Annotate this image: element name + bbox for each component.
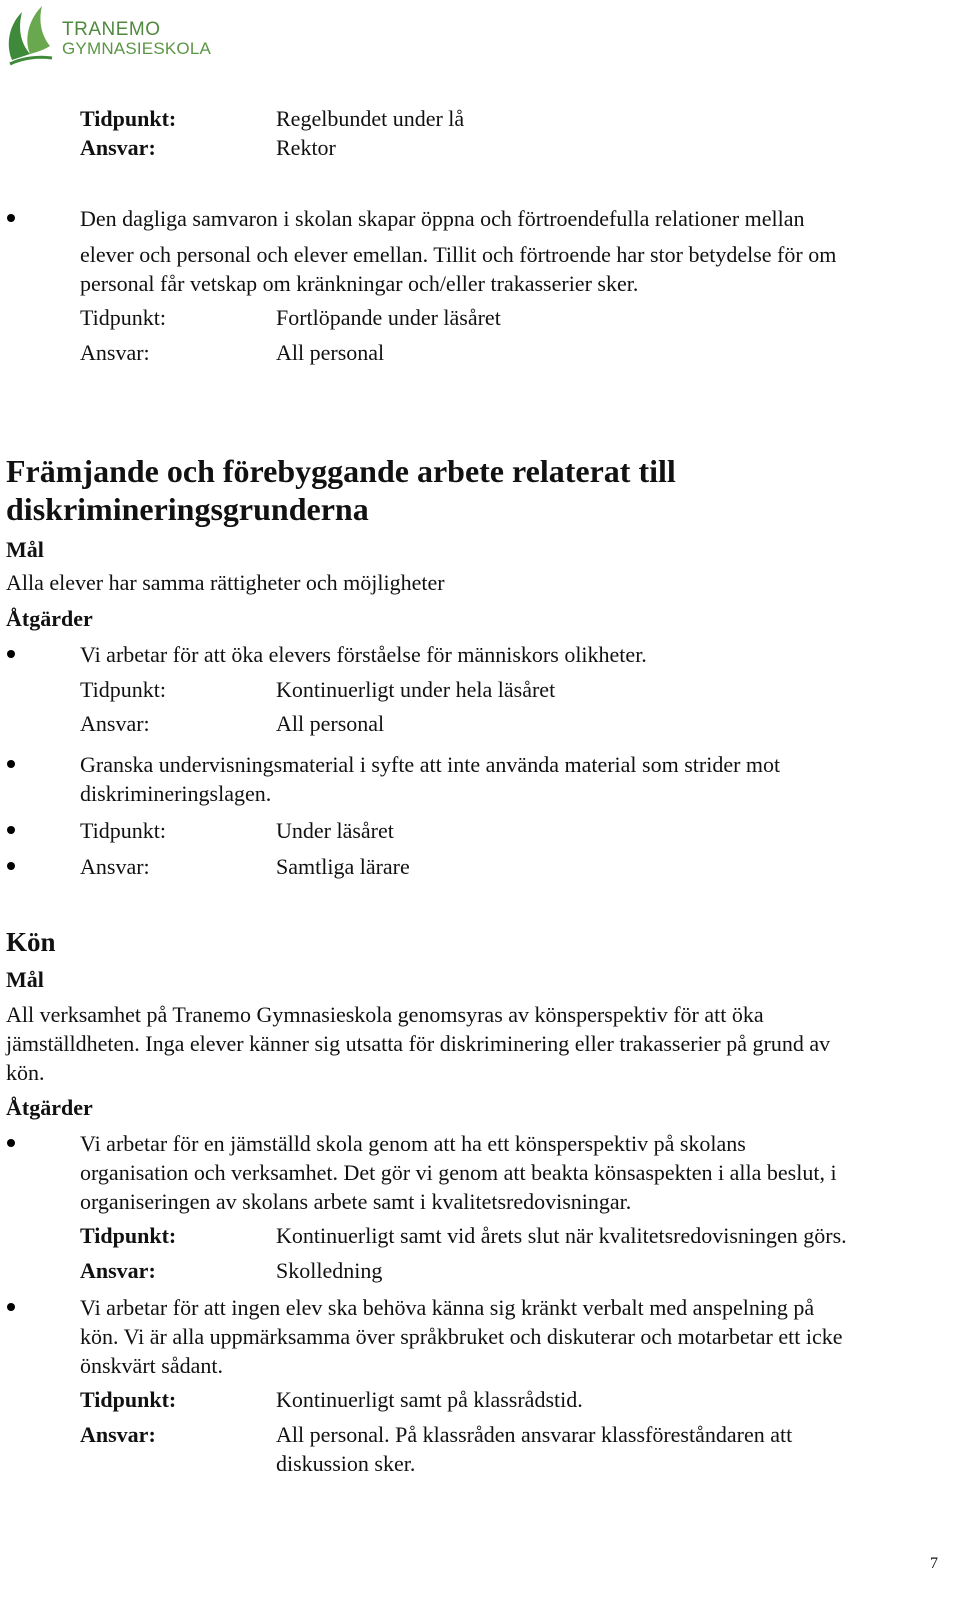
tidpunkt-value: Kontinuerligt under hela läsåret xyxy=(276,677,556,702)
title-line: Främjande och förebyggande arbete relaterat till xyxy=(6,453,676,489)
tidpunkt-label: Tidpunkt: xyxy=(80,305,167,330)
list-item xyxy=(80,1293,950,1380)
text-line: kön. Vi är alla uppmärksamma över språkbruket och diskuterar och motarbetar ett icke xyxy=(80,1324,843,1349)
mal-heading: Mål xyxy=(6,967,44,992)
mal-heading: Mål xyxy=(6,537,44,562)
tidpunkt-value: Regelbundet under lå xyxy=(276,106,465,131)
text-line: personal får vetskap om kränkningar och/eller trakasserier sker. xyxy=(80,271,639,296)
tidpunkt-label: Tidpunkt: xyxy=(80,106,177,131)
text-line: Vi arbetar för att ingen elev ska behöva känna sig kränkt verbalt med anspelning på xyxy=(80,1295,815,1320)
ansvar-value: Samtliga lärare xyxy=(276,854,410,879)
text-line: diskrimineringslagen. xyxy=(80,781,272,806)
ansvar-value: Rektor xyxy=(276,135,336,160)
mal-text: Alla elever har samma rättigheter och möjligheter xyxy=(6,570,445,595)
tidpunkt-value: Fortlöpande under läsåret xyxy=(276,305,501,330)
ansvar-value: All personal xyxy=(276,711,385,736)
bullet-dot xyxy=(7,1303,15,1311)
ansvar-label: Ansvar: xyxy=(80,1422,156,1447)
text-line: diskussion sker. xyxy=(276,1451,416,1476)
logo-line-1: TRANEMO xyxy=(62,19,161,40)
logo-wordmark xyxy=(62,20,211,58)
text-line: elever och personal och elever emellan. Tillit och förtroende har stor betydelse för om xyxy=(80,242,837,267)
text-line: jämställdheten. Inga elever känner sig utsatta för diskriminering eller trakasserier på grund av xyxy=(6,1031,831,1056)
text-line: All verksamhet på Tranemo Gymnasieskola genomsyras av könsperspektiv för att öka xyxy=(6,1002,764,1027)
bullet-dot xyxy=(7,650,15,658)
ansvar-label: Ansvar: xyxy=(80,711,150,736)
tidpunkt-label: Tidpunkt: xyxy=(80,1387,177,1412)
atgarder-heading: Åtgärder xyxy=(6,1095,93,1120)
logo-line-2: GYMNASIESKOLA xyxy=(62,39,212,58)
list-item xyxy=(80,1129,950,1216)
text-line: organiseringen av skolans arbete samt i kvalitetsredovisningar. xyxy=(80,1189,632,1214)
tidpunkt-label: Tidpunkt: xyxy=(80,818,167,843)
text-line: All personal. På klassråden ansvarar klassföreståndaren att xyxy=(276,1422,793,1447)
tidpunkt-label: Tidpunkt: xyxy=(80,677,167,702)
section-title xyxy=(6,452,906,528)
bullet-dot xyxy=(7,826,15,834)
leaf-flame-icon xyxy=(4,2,56,66)
text-line: kön. xyxy=(6,1060,45,1085)
section-title: Kön xyxy=(6,927,56,957)
ansvar-label: Ansvar: xyxy=(80,340,150,365)
title-line: diskrimineringsgrunderna xyxy=(6,491,369,527)
text-line: Granska undervisningsmaterial i syfte att inte använda material som strider mot xyxy=(80,752,781,777)
tidpunkt-label: Tidpunkt: xyxy=(80,1223,177,1248)
ansvar-label: Ansvar: xyxy=(80,1258,156,1283)
tidpunkt-value: Kontinuerligt samt på klassrådstid. xyxy=(276,1387,583,1412)
list-item xyxy=(80,204,950,298)
page-number: 7 xyxy=(930,1555,938,1572)
text-line: Den dagliga samvaron i skolan skapar öppna och förtroendefulla relationer mellan xyxy=(80,206,805,231)
mal-text xyxy=(6,1000,946,1087)
bullet-dot xyxy=(7,1139,15,1147)
tidpunkt-value: Kontinuerligt samt vid årets slut när kvalitetsredovisningen görs. xyxy=(276,1223,847,1248)
bullet-dot xyxy=(7,760,15,768)
tidpunkt-value: Under läsåret xyxy=(276,818,394,843)
school-logo xyxy=(4,2,212,68)
ansvar-value xyxy=(276,1420,792,1478)
ansvar-label: Ansvar: xyxy=(80,135,156,160)
list-item xyxy=(80,750,950,808)
ansvar-label: Ansvar: xyxy=(80,854,150,879)
atgarder-heading: Åtgärder xyxy=(6,606,93,631)
text-line: önskvärt sådant. xyxy=(80,1353,223,1378)
ansvar-value: All personal xyxy=(276,340,385,365)
text-line: Vi arbetar för en jämställd skola genom att ha ett könsperspektiv på skolans xyxy=(80,1131,746,1156)
bullet-dot xyxy=(7,214,15,222)
ansvar-value: Skolledning xyxy=(276,1258,383,1283)
bullet-dot xyxy=(7,862,15,870)
list-item: Vi arbetar för att öka elevers förståelse för människors olikheter. xyxy=(80,642,647,667)
text-line: organisation och verksamhet. Det gör vi genom att beakta könsaspekten i alla beslut, i xyxy=(80,1160,837,1185)
